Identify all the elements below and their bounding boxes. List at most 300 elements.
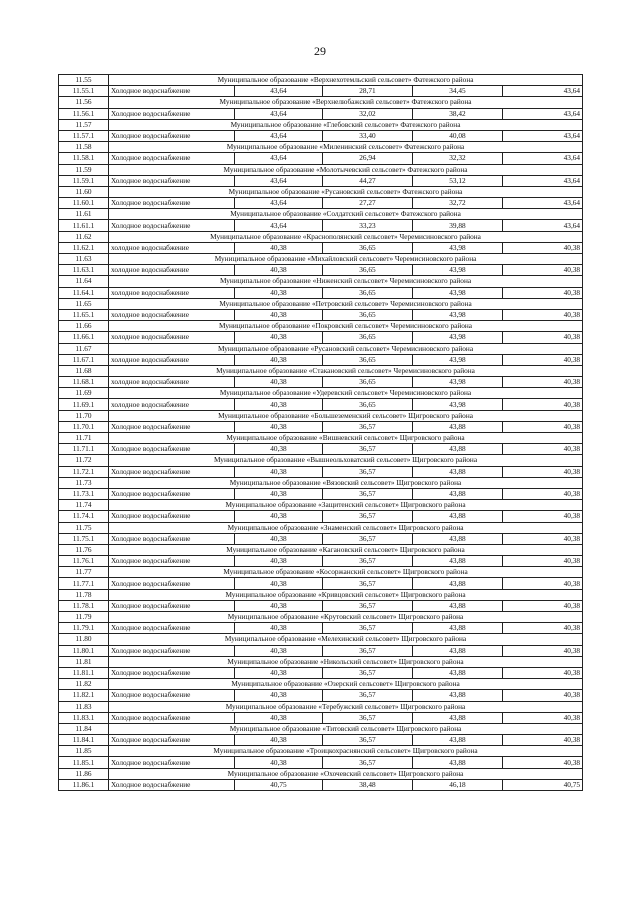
section-heading-row bbox=[59, 589, 583, 600]
tariff-value-4: 40,38 bbox=[503, 309, 583, 320]
section-number: 11.69 bbox=[59, 388, 109, 399]
tariff-value-2: 36,57 bbox=[323, 556, 413, 567]
section-number: 11.75 bbox=[59, 522, 109, 533]
section-heading-row bbox=[59, 544, 583, 555]
tariff-value-3: 43,88 bbox=[413, 533, 503, 544]
row-number: 11.62.1 bbox=[59, 242, 109, 253]
tariff-row bbox=[59, 220, 583, 231]
tariff-value-2: 36,65 bbox=[323, 377, 413, 388]
municipality-title: Муниципальное образование «Русановский сельсовет» Фатежского района bbox=[109, 186, 583, 197]
service-name: холодное водоснабжение bbox=[109, 287, 235, 298]
tariff-row bbox=[59, 332, 583, 343]
tariff-value-2: 44,27 bbox=[323, 175, 413, 186]
municipality-title: Муниципальное образование «Покровский сельсовет» Черемисиновского района bbox=[109, 321, 583, 332]
row-number: 11.59.1 bbox=[59, 175, 109, 186]
tariff-value-1: 40,38 bbox=[235, 690, 323, 701]
tariff-value-4: 40,38 bbox=[503, 377, 583, 388]
tariff-value-3: 43,88 bbox=[413, 466, 503, 477]
row-number: 11.80.1 bbox=[59, 645, 109, 656]
tariff-value-1: 43,64 bbox=[235, 108, 323, 119]
tariff-row bbox=[59, 444, 583, 455]
service-name: Холодное водоснабжение bbox=[109, 220, 235, 231]
service-name: холодное водоснабжение bbox=[109, 242, 235, 253]
tariff-value-3: 43,98 bbox=[413, 399, 503, 410]
row-number: 11.65.1 bbox=[59, 309, 109, 320]
tariff-row bbox=[59, 623, 583, 634]
municipality-title: Муниципальное образование «Петровский сельсовет» Черемисиновского района bbox=[109, 298, 583, 309]
tariff-value-4: 40,38 bbox=[503, 757, 583, 768]
tariff-row bbox=[59, 466, 583, 477]
tariff-value-3: 43,88 bbox=[413, 444, 503, 455]
section-number: 11.63 bbox=[59, 254, 109, 265]
tariff-row bbox=[59, 265, 583, 276]
municipality-title: Муниципальное образование «Солдатский сельсовет» Фатежского района bbox=[109, 209, 583, 220]
tariff-value-3: 32,32 bbox=[413, 153, 503, 164]
municipality-title: Муниципальное образование «Русановский сельсовет» Черемисиновского района bbox=[109, 343, 583, 354]
tariff-value-3: 43,88 bbox=[413, 735, 503, 746]
tariff-value-1: 40,38 bbox=[235, 421, 323, 432]
municipality-title: Муниципальное образование «Никольский сельсовет» Щигровского района bbox=[109, 656, 583, 667]
municipality-title: Муниципальное образование «Титовский сельсовет» Щигровского района bbox=[109, 723, 583, 734]
service-name: Холодное водоснабжение bbox=[109, 757, 235, 768]
tariff-value-3: 43,98 bbox=[413, 309, 503, 320]
service-name: Холодное водоснабжение bbox=[109, 86, 235, 97]
service-name: Холодное водоснабжение bbox=[109, 600, 235, 611]
tariff-value-4: 40,38 bbox=[503, 735, 583, 746]
row-number: 11.83.1 bbox=[59, 712, 109, 723]
tariff-value-2: 36,57 bbox=[323, 667, 413, 678]
tariff-value-4: 40,38 bbox=[503, 690, 583, 701]
tariff-value-4: 40,38 bbox=[503, 623, 583, 634]
tariff-value-2: 36,57 bbox=[323, 421, 413, 432]
row-number: 11.66.1 bbox=[59, 332, 109, 343]
tariff-value-3: 43,88 bbox=[413, 578, 503, 589]
section-heading-row bbox=[59, 522, 583, 533]
tariff-value-4: 40,38 bbox=[503, 556, 583, 567]
tariff-value-4: 40,38 bbox=[503, 600, 583, 611]
tariff-value-1: 43,64 bbox=[235, 198, 323, 209]
section-number: 11.55 bbox=[59, 75, 109, 86]
tariff-value-3: 43,88 bbox=[413, 712, 503, 723]
tariff-value-1: 43,64 bbox=[235, 220, 323, 231]
section-number: 11.60 bbox=[59, 186, 109, 197]
tariff-value-4: 40,38 bbox=[503, 399, 583, 410]
tariff-row bbox=[59, 130, 583, 141]
tariff-table-body bbox=[59, 75, 583, 791]
row-number: 11.75.1 bbox=[59, 533, 109, 544]
tariff-row bbox=[59, 399, 583, 410]
tariff-value-3: 46,18 bbox=[413, 779, 503, 790]
tariff-value-1: 40,38 bbox=[235, 399, 323, 410]
row-number: 11.81.1 bbox=[59, 667, 109, 678]
section-heading-row bbox=[59, 97, 583, 108]
section-number: 11.70 bbox=[59, 410, 109, 421]
tariff-value-3: 43,88 bbox=[413, 511, 503, 522]
tariff-value-4: 43,64 bbox=[503, 153, 583, 164]
service-name: Холодное водоснабжение bbox=[109, 198, 235, 209]
municipality-title: Муниципальное образование «Косоржанский сельсовет» Щигровского района bbox=[109, 567, 583, 578]
section-heading-row bbox=[59, 343, 583, 354]
municipality-title: Муниципальное образование «Молотычевский сельсовет» Фатежского района bbox=[109, 164, 583, 175]
tariff-value-3: 43,88 bbox=[413, 757, 503, 768]
tariff-row bbox=[59, 712, 583, 723]
tariff-row bbox=[59, 309, 583, 320]
service-name: Холодное водоснабжение bbox=[109, 623, 235, 634]
municipality-title: Муниципальное образование «Большеземенский сельсовет» Щигровского района bbox=[109, 410, 583, 421]
municipality-title: Муниципальное образование «Кагановский сельсовет» Щигровского района bbox=[109, 544, 583, 555]
tariff-value-2: 36,57 bbox=[323, 466, 413, 477]
service-name: Холодное водоснабжение bbox=[109, 511, 235, 522]
tariff-value-2: 27,27 bbox=[323, 198, 413, 209]
row-number: 11.86.1 bbox=[59, 779, 109, 790]
tariff-value-2: 36,57 bbox=[323, 645, 413, 656]
section-number: 11.61 bbox=[59, 209, 109, 220]
tariff-value-3: 43,98 bbox=[413, 265, 503, 276]
tariff-value-1: 40,38 bbox=[235, 332, 323, 343]
tariff-row bbox=[59, 645, 583, 656]
tariff-row bbox=[59, 287, 583, 298]
section-heading-row bbox=[59, 768, 583, 779]
service-name: Холодное водоснабжение bbox=[109, 667, 235, 678]
tariff-value-1: 43,64 bbox=[235, 86, 323, 97]
municipality-title: Муниципальное образование «Знаменский сельсовет» Щигровского района bbox=[109, 522, 583, 533]
tariff-value-2: 36,57 bbox=[323, 690, 413, 701]
section-heading-row bbox=[59, 164, 583, 175]
row-number: 11.68.1 bbox=[59, 377, 109, 388]
section-number: 11.67 bbox=[59, 343, 109, 354]
section-number: 11.82 bbox=[59, 679, 109, 690]
tariff-value-1: 43,64 bbox=[235, 153, 323, 164]
tariff-value-3: 43,98 bbox=[413, 377, 503, 388]
row-number: 11.71.1 bbox=[59, 444, 109, 455]
row-number: 11.56.1 bbox=[59, 108, 109, 119]
section-number: 11.59 bbox=[59, 164, 109, 175]
tariff-value-2: 36,57 bbox=[323, 757, 413, 768]
section-number: 11.62 bbox=[59, 231, 109, 242]
tariff-value-1: 40,38 bbox=[235, 488, 323, 499]
section-number: 11.86 bbox=[59, 768, 109, 779]
tariff-value-2: 32,02 bbox=[323, 108, 413, 119]
tariff-value-2: 36,65 bbox=[323, 354, 413, 365]
tariff-table bbox=[58, 74, 583, 791]
section-number: 11.83 bbox=[59, 701, 109, 712]
section-heading-row bbox=[59, 567, 583, 578]
row-number: 11.77.1 bbox=[59, 578, 109, 589]
tariff-value-2: 26,94 bbox=[323, 153, 413, 164]
section-number: 11.77 bbox=[59, 567, 109, 578]
tariff-value-4: 40,38 bbox=[503, 444, 583, 455]
tariff-value-2: 36,65 bbox=[323, 332, 413, 343]
tariff-value-3: 43,88 bbox=[413, 556, 503, 567]
tariff-value-2: 36,65 bbox=[323, 287, 413, 298]
tariff-value-3: 32,72 bbox=[413, 198, 503, 209]
section-heading-row bbox=[59, 119, 583, 130]
section-number: 11.79 bbox=[59, 612, 109, 623]
tariff-value-3: 40,08 bbox=[413, 130, 503, 141]
tariff-value-4: 40,38 bbox=[503, 488, 583, 499]
tariff-value-2: 33,23 bbox=[323, 220, 413, 231]
service-name: холодное водоснабжение bbox=[109, 309, 235, 320]
tariff-value-4: 40,38 bbox=[503, 332, 583, 343]
service-name: Холодное водоснабжение bbox=[109, 153, 235, 164]
section-heading-row bbox=[59, 321, 583, 332]
tariff-value-4: 43,64 bbox=[503, 175, 583, 186]
service-name: холодное водоснабжение bbox=[109, 354, 235, 365]
tariff-value-1: 40,38 bbox=[235, 287, 323, 298]
service-name: Холодное водоснабжение bbox=[109, 645, 235, 656]
tariff-value-3: 43,98 bbox=[413, 354, 503, 365]
tariff-value-3: 43,88 bbox=[413, 488, 503, 499]
section-number: 11.65 bbox=[59, 298, 109, 309]
row-number: 11.64.1 bbox=[59, 287, 109, 298]
section-number: 11.56 bbox=[59, 97, 109, 108]
section-heading-row bbox=[59, 142, 583, 153]
tariff-row bbox=[59, 600, 583, 611]
tariff-value-3: 43,88 bbox=[413, 667, 503, 678]
tariff-value-4: 43,64 bbox=[503, 130, 583, 141]
tariff-row bbox=[59, 667, 583, 678]
section-heading-row bbox=[59, 723, 583, 734]
tariff-value-1: 40,38 bbox=[235, 735, 323, 746]
municipality-title: Муниципальное образование «Вышнеольховатский сельсовет» Щигровского района bbox=[109, 455, 583, 466]
section-heading-row bbox=[59, 679, 583, 690]
tariff-value-1: 40,38 bbox=[235, 466, 323, 477]
service-name: Холодное водоснабжение bbox=[109, 444, 235, 455]
service-name: холодное водоснабжение bbox=[109, 265, 235, 276]
row-number: 11.85.1 bbox=[59, 757, 109, 768]
section-heading-row bbox=[59, 410, 583, 421]
municipality-title: Муниципальное образование «Верхнехотемльский сельсовет» Фатежского района bbox=[109, 75, 583, 86]
section-heading-row bbox=[59, 500, 583, 511]
service-name: Холодное водоснабжение bbox=[109, 488, 235, 499]
tariff-value-4: 40,75 bbox=[503, 779, 583, 790]
page-number: 29 bbox=[314, 44, 326, 58]
row-number: 11.73.1 bbox=[59, 488, 109, 499]
service-name: Холодное водоснабжение bbox=[109, 779, 235, 790]
tariff-value-1: 40,38 bbox=[235, 444, 323, 455]
tariff-value-3: 43,88 bbox=[413, 421, 503, 432]
municipality-title: Муниципальное образование «Вязовский сельсовет» Щигровского района bbox=[109, 477, 583, 488]
tariff-value-3: 43,98 bbox=[413, 287, 503, 298]
municipality-title: Муниципальное образование «Глебовский сельсовет» Фатежского района bbox=[109, 119, 583, 130]
row-number: 11.61.1 bbox=[59, 220, 109, 231]
service-name: Холодное водоснабжение bbox=[109, 130, 235, 141]
municipality-title: Муниципальное образование «Краснополянский сельсовет» Черемисиновского района bbox=[109, 231, 583, 242]
section-number: 11.73 bbox=[59, 477, 109, 488]
service-name: холодное водоснабжение bbox=[109, 332, 235, 343]
service-name: холодное водоснабжение bbox=[109, 377, 235, 388]
municipality-title: Муниципальное образование «Кривцовский сельсовет» Щигровского района bbox=[109, 589, 583, 600]
row-number: 11.82.1 bbox=[59, 690, 109, 701]
municipality-title: Муниципальное образование «Крутовский сельсовет» Щигровского района bbox=[109, 612, 583, 623]
tariff-row bbox=[59, 556, 583, 567]
tariff-value-2: 36,57 bbox=[323, 600, 413, 611]
service-name: Холодное водоснабжение bbox=[109, 533, 235, 544]
section-number: 11.74 bbox=[59, 500, 109, 511]
tariff-value-1: 40,75 bbox=[235, 779, 323, 790]
tariff-value-1: 40,38 bbox=[235, 645, 323, 656]
section-number: 11.85 bbox=[59, 746, 109, 757]
tariff-value-4: 40,38 bbox=[503, 667, 583, 678]
tariff-value-2: 36,65 bbox=[323, 242, 413, 253]
row-number: 11.60.1 bbox=[59, 198, 109, 209]
tariff-row bbox=[59, 421, 583, 432]
municipality-title: Муниципальное образование «Михайловский сельсовет» Черемисиновского района bbox=[109, 254, 583, 265]
tariff-value-4: 43,64 bbox=[503, 220, 583, 231]
tariff-value-4: 40,38 bbox=[503, 287, 583, 298]
tariff-value-1: 40,38 bbox=[235, 757, 323, 768]
section-heading-row bbox=[59, 701, 583, 712]
section-number: 11.71 bbox=[59, 433, 109, 444]
section-number: 11.80 bbox=[59, 634, 109, 645]
row-number: 11.76.1 bbox=[59, 556, 109, 567]
service-name: Холодное водоснабжение bbox=[109, 690, 235, 701]
tariff-value-4: 43,64 bbox=[503, 86, 583, 97]
tariff-value-2: 36,65 bbox=[323, 399, 413, 410]
tariff-row bbox=[59, 757, 583, 768]
section-heading-row bbox=[59, 75, 583, 86]
tariff-value-4: 43,64 bbox=[503, 108, 583, 119]
tariff-value-1: 40,38 bbox=[235, 578, 323, 589]
section-heading-row bbox=[59, 455, 583, 466]
section-heading-row bbox=[59, 612, 583, 623]
municipality-title: Муниципальное образование «Миленинский сельсовет» Фатежского района bbox=[109, 142, 583, 153]
tariff-row bbox=[59, 86, 583, 97]
section-number: 11.57 bbox=[59, 119, 109, 130]
tariff-value-3: 43,88 bbox=[413, 645, 503, 656]
tariff-value-2: 36,57 bbox=[323, 444, 413, 455]
row-number: 11.72.1 bbox=[59, 466, 109, 477]
section-heading-row bbox=[59, 477, 583, 488]
row-number: 11.67.1 bbox=[59, 354, 109, 365]
row-number: 11.78.1 bbox=[59, 600, 109, 611]
tariff-value-3: 43,98 bbox=[413, 332, 503, 343]
tariff-row bbox=[59, 377, 583, 388]
tariff-value-2: 36,57 bbox=[323, 735, 413, 746]
row-number: 11.84.1 bbox=[59, 735, 109, 746]
tariff-value-2: 33,40 bbox=[323, 130, 413, 141]
section-number: 11.64 bbox=[59, 276, 109, 287]
service-name: Холодное водоснабжение bbox=[109, 175, 235, 186]
municipality-title: Муниципальное образование «Троицкохраснянский сельсовет» Щигровского района bbox=[109, 746, 583, 757]
municipality-title: Муниципальное образование «Охочевский сельсовет» Щигровского района bbox=[109, 768, 583, 779]
tariff-value-2: 36,57 bbox=[323, 488, 413, 499]
tariff-value-4: 40,38 bbox=[503, 712, 583, 723]
tariff-row bbox=[59, 533, 583, 544]
row-number: 11.70.1 bbox=[59, 421, 109, 432]
tariff-row bbox=[59, 153, 583, 164]
section-heading-row bbox=[59, 254, 583, 265]
municipality-title: Муниципальное образование «Стакановский сельсовет» Черемисиновского района bbox=[109, 365, 583, 376]
tariff-value-2: 38,48 bbox=[323, 779, 413, 790]
tariff-value-4: 43,64 bbox=[503, 198, 583, 209]
tariff-value-3: 43,88 bbox=[413, 623, 503, 634]
section-number: 11.84 bbox=[59, 723, 109, 734]
tariff-value-4: 40,38 bbox=[503, 645, 583, 656]
municipality-title: Муниципальное образование «Вишневский сельсовет» Щигровского района bbox=[109, 433, 583, 444]
row-number: 11.69.1 bbox=[59, 399, 109, 410]
section-number: 11.68 bbox=[59, 365, 109, 376]
tariff-value-3: 39,88 bbox=[413, 220, 503, 231]
municipality-title: Муниципальное образование «Верхнелюбажский сельсовет» Фатежского района bbox=[109, 97, 583, 108]
tariff-row bbox=[59, 511, 583, 522]
tariff-value-4: 40,38 bbox=[503, 533, 583, 544]
tariff-value-4: 40,38 bbox=[503, 511, 583, 522]
tariff-row bbox=[59, 354, 583, 365]
tariff-row bbox=[59, 735, 583, 746]
tariff-value-1: 40,38 bbox=[235, 511, 323, 522]
service-name: Холодное водоснабжение bbox=[109, 108, 235, 119]
section-heading-row bbox=[59, 656, 583, 667]
section-number: 11.76 bbox=[59, 544, 109, 555]
section-number: 11.58 bbox=[59, 142, 109, 153]
tariff-value-4: 40,38 bbox=[503, 265, 583, 276]
tariff-value-1: 40,38 bbox=[235, 377, 323, 388]
section-heading-row bbox=[59, 365, 583, 376]
tariff-value-4: 40,38 bbox=[503, 466, 583, 477]
service-name: Холодное водоснабжение bbox=[109, 735, 235, 746]
tariff-value-2: 28,71 bbox=[323, 86, 413, 97]
tariff-row bbox=[59, 108, 583, 119]
tariff-row bbox=[59, 779, 583, 790]
tariff-value-3: 43,88 bbox=[413, 600, 503, 611]
tariff-value-2: 36,65 bbox=[323, 265, 413, 276]
tariff-value-4: 40,38 bbox=[503, 354, 583, 365]
municipality-title: Муниципальное образование «Теребужский сельсовет» Щигровского района bbox=[109, 701, 583, 712]
section-heading-row bbox=[59, 231, 583, 242]
tariff-value-1: 40,38 bbox=[235, 265, 323, 276]
section-heading-row bbox=[59, 433, 583, 444]
tariff-value-1: 43,64 bbox=[235, 175, 323, 186]
tariff-value-2: 36,57 bbox=[323, 533, 413, 544]
tariff-value-1: 40,38 bbox=[235, 533, 323, 544]
service-name: Холодное водоснабжение bbox=[109, 712, 235, 723]
tariff-row bbox=[59, 488, 583, 499]
tariff-value-2: 36,57 bbox=[323, 578, 413, 589]
tariff-value-2: 36,57 bbox=[323, 511, 413, 522]
tariff-value-4: 40,38 bbox=[503, 578, 583, 589]
tariff-row bbox=[59, 690, 583, 701]
tariff-value-1: 40,38 bbox=[235, 712, 323, 723]
tariff-value-1: 43,64 bbox=[235, 130, 323, 141]
municipality-title: Муниципальное образование «Ниженский сельсовет» Черемисиновского района bbox=[109, 276, 583, 287]
tariff-value-1: 40,38 bbox=[235, 623, 323, 634]
row-number: 11.58.1 bbox=[59, 153, 109, 164]
row-number: 11.63.1 bbox=[59, 265, 109, 276]
row-number: 11.79.1 bbox=[59, 623, 109, 634]
row-number: 11.57.1 bbox=[59, 130, 109, 141]
tariff-value-2: 36,65 bbox=[323, 309, 413, 320]
section-number: 11.72 bbox=[59, 455, 109, 466]
service-name: Холодное водоснабжение bbox=[109, 421, 235, 432]
row-number: 11.74.1 bbox=[59, 511, 109, 522]
section-heading-row bbox=[59, 388, 583, 399]
section-number: 11.66 bbox=[59, 321, 109, 332]
tariff-value-3: 43,98 bbox=[413, 242, 503, 253]
tariff-value-3: 53,12 bbox=[413, 175, 503, 186]
section-heading-row bbox=[59, 298, 583, 309]
tariff-value-4: 40,38 bbox=[503, 242, 583, 253]
section-heading-row bbox=[59, 186, 583, 197]
tariff-value-1: 40,38 bbox=[235, 600, 323, 611]
section-heading-row bbox=[59, 209, 583, 220]
service-name: Холодное водоснабжение bbox=[109, 578, 235, 589]
tariff-row bbox=[59, 175, 583, 186]
tariff-value-3: 38,42 bbox=[413, 108, 503, 119]
section-heading-row bbox=[59, 746, 583, 757]
municipality-title: Муниципальное образование «Удеревский сельсовет» Черемисиновского района bbox=[109, 388, 583, 399]
municipality-title: Муниципальное образование «Озерский сельсовет» Щигровского района bbox=[109, 679, 583, 690]
